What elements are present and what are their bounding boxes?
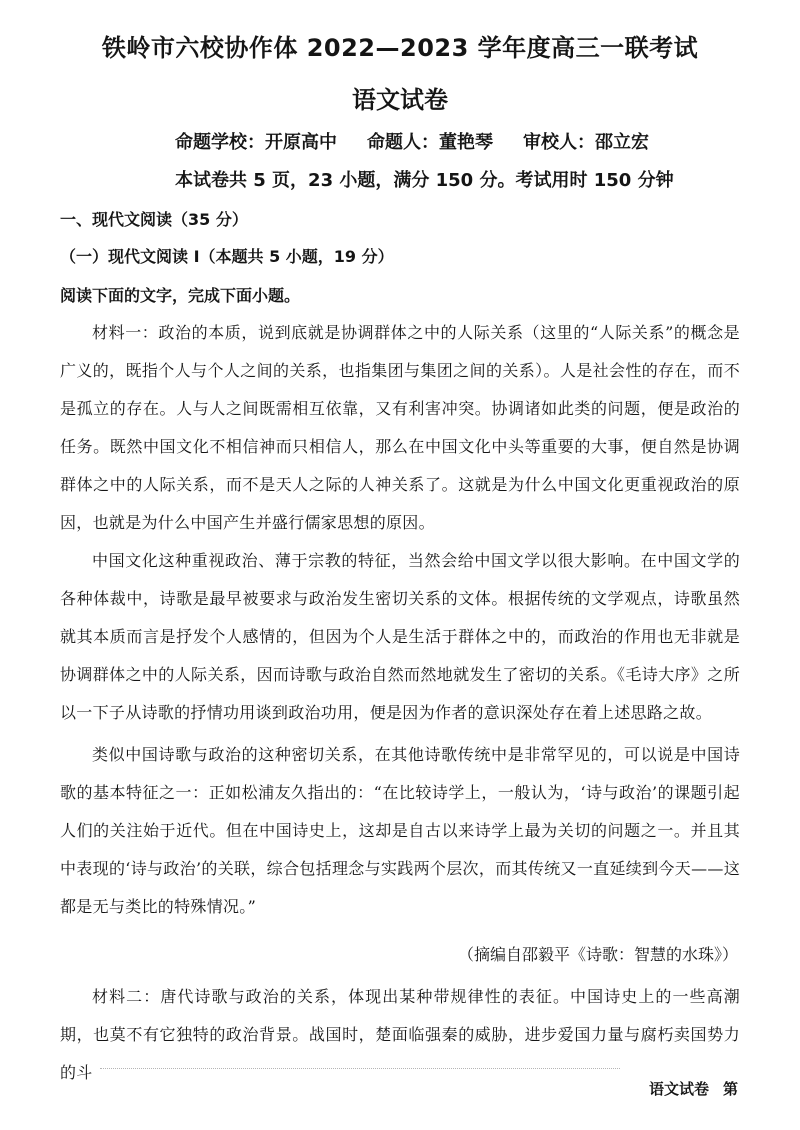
author-line <box>175 128 649 154</box>
material-one-paragraph-2: 中国文化这种重视政治、薄于宗教的特征，当然会给中国文学以很大影响。在中国文学的各种体裁中，诗歌是最早被要求与政治发生密切关系的文体。根据传统的文学观点，诗歌虽然就其本质而言是抒发个人感情的，但因为个人是生活于群体之中的，而政治的作用也无非就是协调群体之中的人际关系，因而诗歌与政治自然而然地就发生了密切的关系。《毛诗大序》之所以一下子从诗歌的抒情功用谈到政治功用，便是因为作者的意识深处存在着上述思路之故。 <box>60 551 740 722</box>
exam-title: 铁岭市六校协作体 2022—2023 学年度高三一联考试 <box>101 34 699 62</box>
school-label: 命题学校：开原高中 <box>175 132 337 153</box>
section-heading-part1-1: （一）现代文阅读 I（本题共 5 小题，19 分） <box>60 247 394 266</box>
reading-instruction: 阅读下面的文字，完成下面小题。 <box>60 286 301 305</box>
source-citation: （摘编自邵毅平《诗歌：智慧的水珠》） <box>457 945 738 964</box>
footer-label: 语文试卷 <box>648 1080 709 1098</box>
author-label: 命题人：董艳琴 <box>367 132 493 153</box>
material-two-paragraph-1: 材料二：唐代诗歌与政治的关系，体现出某种带规律性的表征。中国诗史上的一些高潮期，也莫不有它独特的政治背景。战国时，楚面临强秦的威胁，进步爱国力量与腐朽卖国势力的斗 <box>60 987 740 1082</box>
material-one-paragraph-3: 类似中国诗歌与政治的这种密切关系，在其他诗歌传统中是非常罕见的，可以说是中国诗歌的基本特征之一：正如松浦友久指出的：“在比较诗学上，一般认为，‘诗与政治’的课题引起人们的关注始于近代。但在中国诗史上，这却是自古以来诗学上最为关切的问题之一。并且其中表现的‘诗与政治’的关联，综合包括理念与实践两个层次，而其传统又一直延续到今天——这都是无与类比的特殊情况。” <box>60 745 740 916</box>
exam-subtitle: 语文试卷 <box>352 86 448 114</box>
exam-info-line: 本试卷共 5 页，23 小题，满分 150 分。考试用时 150 分钟 <box>175 170 674 191</box>
reviewer-label: 审校人：邵立宏 <box>523 132 649 153</box>
footer-page-word: 第 <box>722 1080 738 1098</box>
section-heading-part1: 一、现代文阅读（35 分） <box>60 210 248 229</box>
page-footer <box>649 1078 738 1099</box>
material-one-paragraph-1: 材料一：政治的本质，说到底就是协调群体之中的人际关系（这里的“人际关系”的概念是广义的，既指个人与个人之间的关系，也指集团与集团之间的关系）。人是社会性的存在，而不是孤立的存在。人与人之间既需相互依靠，又有利害冲突。协调诸如此类的问题，便是政治的任务。既然中国文化不相信神而只相信人，那么在中国文化中头等重要的大事，便自然是协调群体之中的人际关系，而不是天人之际的人神关系了。这就是为什么中国文化更重视政治的原因，也就是为什么中国产生并盛行儒家思想的原因。 <box>60 323 740 532</box>
scan-artifact-divider <box>100 1068 620 1071</box>
